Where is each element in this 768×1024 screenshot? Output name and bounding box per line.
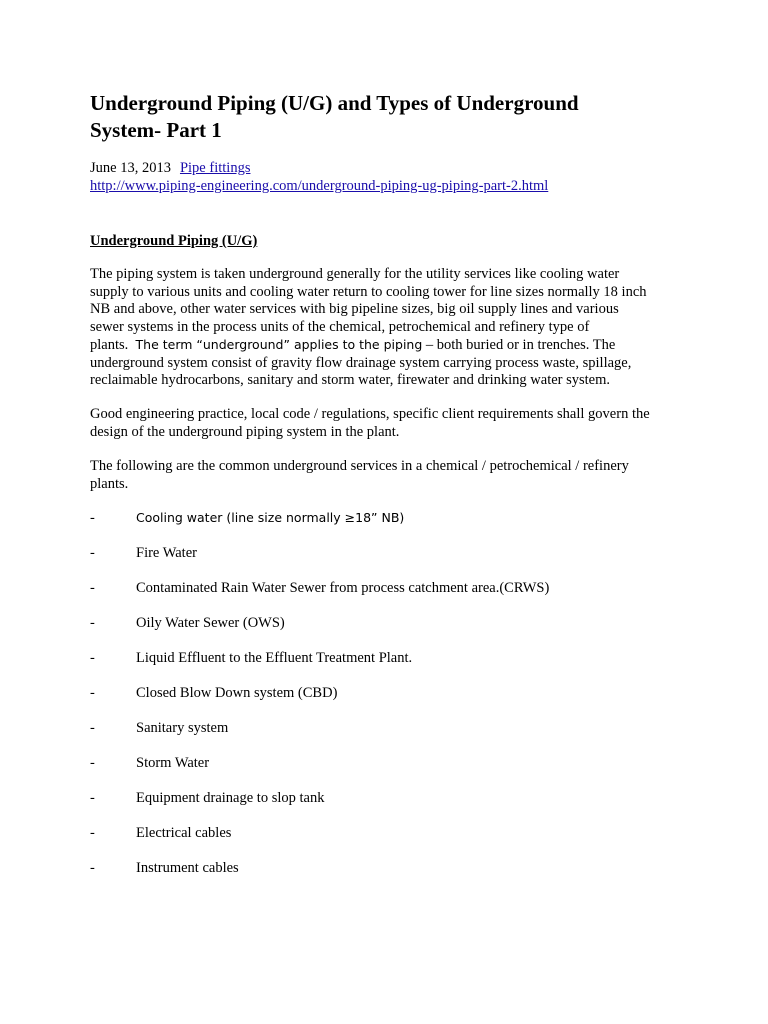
paragraph-line: The piping system is taken underground generally for the utility services like cooling water [90,266,620,282]
list-item-text: Liquid Effluent to the Effluent Treatment Plant. [136,650,413,666]
list-bullet: - [90,510,95,526]
section-heading: Underground Piping (U/G) [90,233,258,249]
services-intro-paragraph [90,458,680,493]
list-item-text: Electrical cables [136,825,232,841]
list-item [90,859,680,894]
list-item-text: Oily Water Sewer (OWS) [136,615,285,631]
list-item [90,824,680,859]
list-item-text: Fire Water [136,545,197,561]
paragraph-line: reclaimable hydrocarbons, sanitary and storm water, firewater and drinking water system. [90,372,611,388]
list-item-text: Closed Blow Down system (CBD) [136,685,338,701]
list-item [90,719,680,754]
list-item [90,579,680,614]
list-item [90,509,680,544]
list-item [90,614,680,649]
paragraph-line [90,336,680,355]
paragraph-text: plants. [90,337,136,353]
engineering-practice-paragraph [90,406,680,441]
list-item-text: Sanitary system [136,720,229,736]
paragraph-line: NB and above, other water services with big pipeline sizes, big oil supply lines and various [90,301,619,317]
list-bullet: - [90,685,95,701]
list-item-text: Instrument cables [136,860,239,876]
paragraph-line: The following are the common underground services in a chemical / petrochemical / refinery [90,458,629,474]
paragraph-line: plants. [90,475,129,492]
list-item [90,649,680,684]
list-bullet: - [90,825,95,841]
list-bullet: - [90,790,95,806]
source-url-text[interactable]: http://www.piping-engineering.com/underground-piping-ug-piping-part-2.html [90,178,549,194]
document-title: Underground Piping (U/G) and Types of Underground System- Part 1 [90,91,579,142]
list-item-text: Contaminated Rain Water Sewer from process catchment area.(CRWS) [136,580,550,596]
source-url-link[interactable] [90,177,548,195]
list-item [90,754,680,789]
list-bullet: - [90,615,95,631]
paragraph-line: design of the underground piping system in the plant. [90,423,400,440]
category-link[interactable]: Pipe fittings [179,160,251,176]
list-item [90,544,680,579]
list-bullet: - [90,545,95,561]
paragraph-text: – both buried or in trenches. The [422,337,616,353]
list-item-text: Cooling water (line size normally ≥18” NB) [136,510,405,525]
paragraph-line: supply to various units and cooling water return to cooling tower for line sizes normally 18 inch [90,283,647,300]
paragraph-line: underground system consist of gravity flow drainage system carrying process waste, spillage, [90,354,632,371]
services-list [90,509,680,894]
post-date: June 13, 2013 [90,160,171,176]
list-bullet: - [90,755,95,771]
list-bullet: - [90,860,95,876]
list-item [90,789,680,824]
list-item [90,684,680,719]
list-item-text: Equipment drainage to slop tank [136,790,325,806]
list-bullet: - [90,580,95,596]
list-bullet: - [90,720,95,736]
paragraph-line: sewer systems in the process units of the chemical, petrochemical and refinery type of [90,318,590,335]
intro-paragraph [90,266,680,390]
list-item-text: Storm Water [136,755,210,771]
paragraph-text: The term “underground” applies to the piping [135,337,423,352]
post-meta [90,159,250,177]
list-bullet: - [90,650,95,666]
paragraph-line: Good engineering practice, local code / regulations, specific client requirements shall govern the [90,406,650,422]
